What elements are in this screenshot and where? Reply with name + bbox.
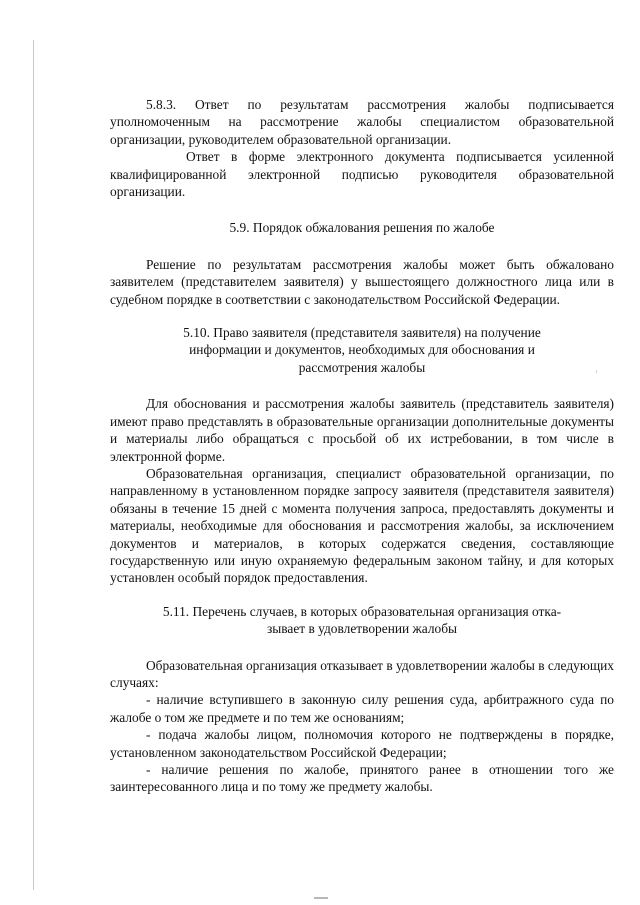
section-5-10-heading-line-2: информации и документов, необходимых для обоснования и [189, 342, 535, 358]
page-footer-mark [314, 897, 328, 899]
section-5-10-heading-line-1: 5.10. Право заявителя (представителя заявителя) на получение [183, 325, 541, 341]
section-5-8-3-electronic-signature-paragraph: Ответ в форме электронного документа подписывается усиленной квалифицированной электронной подписью руководителя образовательной организации. [110, 149, 614, 200]
section-5-9-heading: 5.9. Порядок обжалования решения по жалобе [229, 220, 495, 236]
section-5-11-list-item-3: - наличие решения по жалобе, принятого ранее в отношении того же заинтересованного лица и по тому же предмету жалобы. [110, 762, 614, 795]
scan-binding-edge [33, 40, 34, 890]
document-page [110, 96, 614, 796]
section-5-11-intro-paragraph: Образовательная организация отказывает в удовлетворении жалобы в следующих случаях: [110, 657, 614, 690]
section-5-11-list-item-2: - подача жалобы лицом, полномочия которого не подтверждены в порядке, установленном законодательством Российской Федерации; [110, 727, 614, 760]
section-5-11-heading-line-2: зывает в удовлетворении жалобы [266, 621, 458, 637]
section-5-9-paragraph: Решение по результатам рассмотрения жалобы может быть обжаловано заявителем (представителем заявителя) у вышестоящего должностного лица или в судебном порядке в соответствии с законодательством Российской Федерации. [110, 256, 614, 307]
section-5-11-heading-line-1: 5.11. Перечень случаев, в которых образовательная организация отка- [162, 603, 562, 619]
section-5-11-heading [110, 603, 614, 638]
section-5-10-heading [110, 324, 614, 376]
section-5-11-list-item-1: - наличие вступившего в законную силу решения суда, арбитражного суда по жалобе о том же предмете и по тем же основаниям; [110, 692, 614, 725]
section-5-8-3-paragraph: 5.8.3. Ответ по результатам рассмотрения жалобы подписывается уполномоченным на рассмотрение жалобы специалистом образовательной организации, руководителем образовательной организации. [110, 97, 614, 147]
section-5-10-heading-line-3: рассмотрения жалобы [298, 359, 426, 375]
section-5-10-paragraph-1: Для обоснования и рассмотрения жалобы заявитель (представитель заявителя) имеют право представлять в образовательные организации дополнительные документы и материалы либо обращаться с просьбой об их истребовании, в том числе в электронной форме. [110, 396, 614, 464]
section-5-10-paragraph-2: Образовательная организация, специалист образовательной организации, по направленному в установленном порядке запросу заявителя (представителя заявителя) обязаны в течение 15 дней с момента получения запроса, предоставлять документы и материалы, необходимые для обоснования и рассмотрения жалобы, за исключением документов и материалов, в которых содержатся сведения, составляющие государственную или иную охраняемую федеральным законом тайну, и для которых установлен особый порядок предоставления. [110, 465, 614, 586]
